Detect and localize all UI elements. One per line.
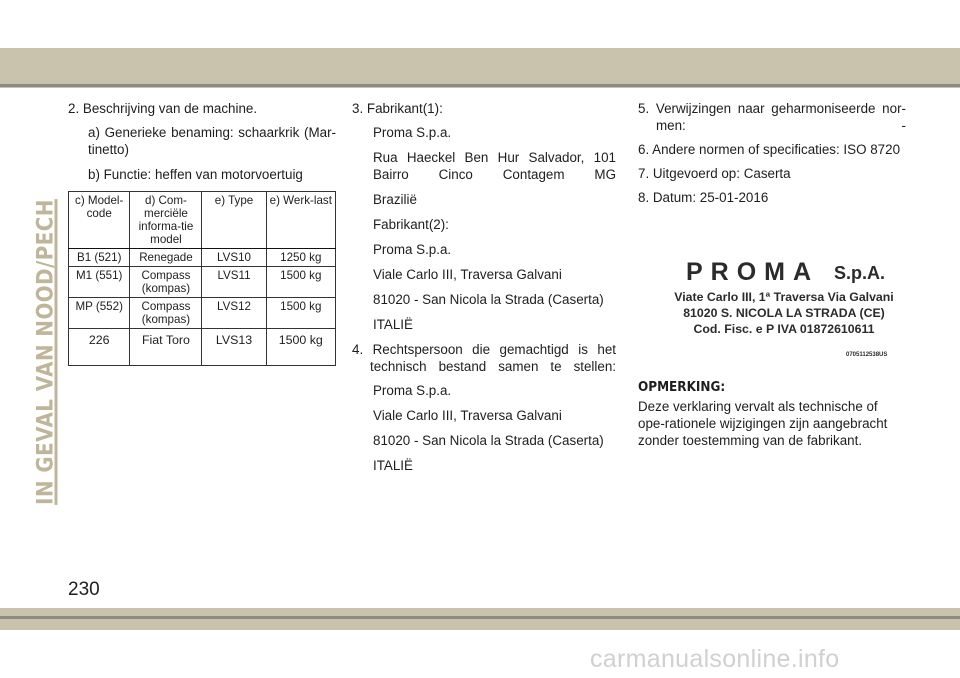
item-date: 8. Datum: 25-01-2016 [638,190,769,205]
cell-working-load: 1500 kg [266,267,335,298]
cell-type: LVS10 [202,249,266,267]
manufacturer1-address: Rua Haeckel Ben Hur Salvador, 101 Bairro Cinco Contagem MG [373,150,616,182]
stamp-tax-line: Cod. Fisc. e P IVA 01872610611 [693,322,875,336]
cell-model-code: 226 [69,329,130,366]
stamp-city-line: 81020 S. NICOLA LA STRADA (CE) [683,306,885,320]
table-row [69,267,336,298]
cell-commercial-model: Compass (kompas) [130,298,202,329]
col-header-commercial-model: d) Com-merciële informa-tie model [130,192,202,249]
col-header-model-code: c) Model-code [69,192,130,249]
item-executed-at: 7. Uitgevoerd op: Caserta [638,166,791,181]
cell-commercial-model: Compass (kompas) [130,267,202,298]
manufacturer2-label: Fabrikant(2): [373,217,449,232]
cell-type: LVS11 [202,267,266,298]
table-row [69,298,336,329]
table-row [69,329,336,366]
representative-country: ITALIË [373,458,413,473]
header-band [0,48,960,88]
model-table [68,191,336,366]
manufacturer2-country: ITALIË [373,317,413,332]
item-harmonised-standards: 5. Verwijzingen naar geharmoniseerde nor-men: - [638,101,906,133]
generic-name: a) Generieke benaming: schaarkrik (Mar-tinetto) [88,125,336,157]
note-body: Deze verklaring vervalt als technische of ope-rationele wijzigingen zijn aangebracht zonder toestemming van de fabrikant. [638,399,888,448]
header-rule [0,84,960,87]
column-right [638,100,906,213]
note-title: OPMERKING: [638,380,726,395]
manufacturer2-name: Proma S.p.a. [373,242,452,257]
cell-type: LVS13 [202,329,266,366]
section-side-tab: IN GEVAL VAN NOOD/PECH [33,199,59,505]
column-left [68,100,336,366]
stamp-address-line: Viate Carlo III, 1ª Traversa Via Galvani [674,290,894,304]
footer-rule [0,616,960,619]
cell-working-load: 1500 kg [266,329,335,366]
manufacturer2-city: 81020 - San Nicola la Strada (Caserta) [373,292,604,307]
cell-working-load: 1250 kg [266,249,335,267]
manufacturer2-address: Viale Carlo III, Traversa Galvani [373,267,562,282]
item-manufacturer: 3. Fabrikant(1): [352,101,443,116]
representative-name: Proma S.p.a. [373,383,452,398]
cell-type: LVS12 [202,298,266,329]
representative-address: Viale Carlo III, Traversa Galvani [373,408,562,423]
function: b) Functie: heffen van motorvoertuig [88,167,303,182]
column-middle [352,100,616,482]
cell-working-load: 1500 kg [266,298,335,329]
item-legal-person: 4. Rechtspersoon die gemachtigd is het technisch bestand samen te stellen: [352,342,616,374]
manufacturer1-country: Brazilië [373,192,417,207]
footer-band [0,608,960,630]
item-machine-description: 2. Beschrijving van de machine. [68,101,258,116]
stamp-company-suffix: S.p.A. [834,263,886,283]
cell-commercial-model: Renegade [130,249,202,267]
watermark: carmanualsonline.info [590,645,840,673]
col-header-working-load: e) Werk-last [266,192,335,249]
cell-commercial-model: Fiat Toro [130,329,202,366]
page-number: 230 [68,579,100,600]
item-other-standards: 6. Andere normen of specificaties: ISO 8720 [638,142,901,157]
table-row [69,249,336,267]
cell-model-code: M1 (551) [69,267,130,298]
cell-model-code: B1 (521) [69,249,130,267]
manufacturer1-name: Proma S.p.a. [373,125,452,140]
table-header-row [69,192,336,249]
cell-model-code: MP (552) [69,298,130,329]
company-stamp [662,258,906,364]
col-header-type: e) Type [202,192,266,249]
stamp-serial: 0705112538US [846,352,888,358]
representative-city: 81020 - San Nicola la Strada (Caserta) [373,433,604,448]
stamp-company-name: PROMA [686,258,820,286]
